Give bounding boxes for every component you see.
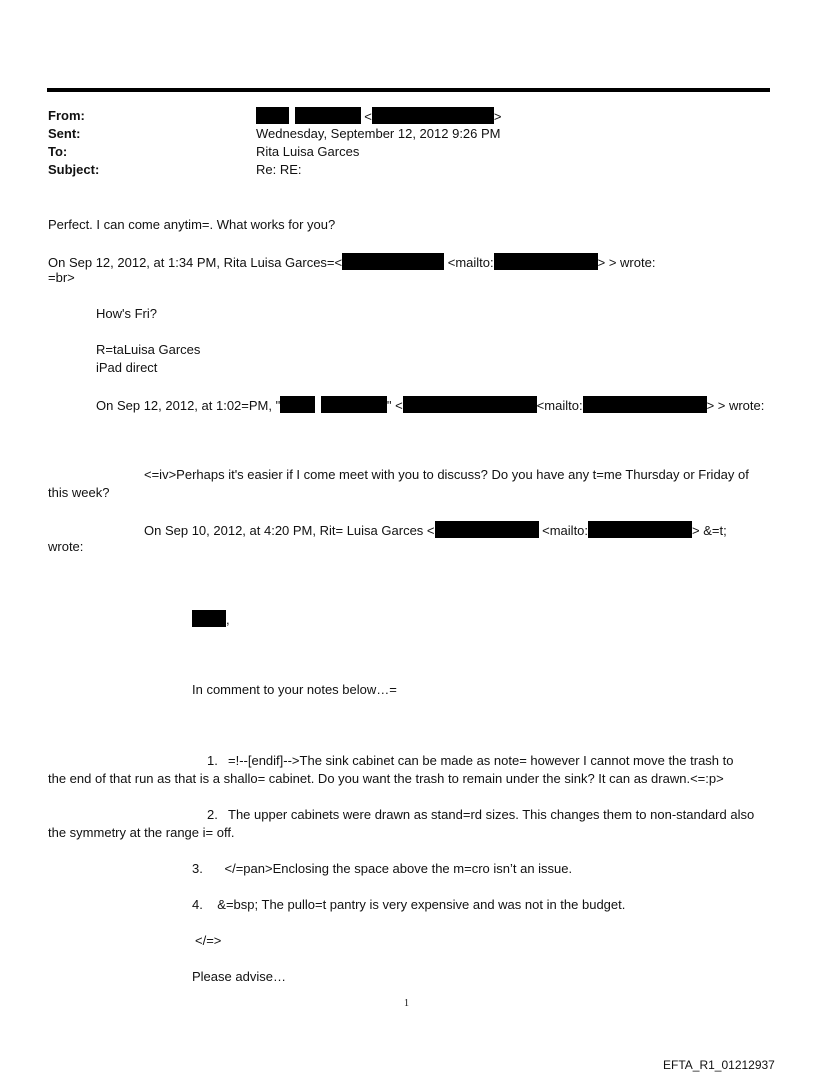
quote3-text-c: > &=t; [692, 523, 727, 538]
item-1-number: 1. [207, 753, 218, 768]
br-tag: =br> [48, 270, 75, 285]
item-3: 3. </=pan>Enclosing the space above the m=cro isn’t an issue. [192, 861, 573, 876]
redaction [321, 396, 387, 413]
hows-fri: How's Fri? [96, 306, 157, 321]
sent-value: Wednesday, September 12, 2012 9:26 PM [256, 126, 501, 141]
from-lt: < [364, 109, 372, 124]
quote1-text-a: On Sep 12, 2012, at 1:34 PM, Rita Luisa Garces=< [48, 255, 343, 270]
item-2-number: 2. [207, 807, 218, 822]
redaction [192, 610, 226, 627]
close-tag: </=> [195, 933, 222, 948]
redaction [403, 396, 537, 413]
document-id: EFTA_R1_01212937 [663, 1058, 775, 1072]
item-2-line-b: the symmetry at the range i= off. [48, 825, 235, 840]
from-gt: > [493, 109, 502, 124]
quote-header-1 [48, 253, 655, 271]
to-value: Rita Luisa Garces [256, 144, 360, 159]
salutation [192, 610, 230, 628]
quote2-text-c: <mailto: [536, 398, 583, 413]
quote3-text-b: <mailto: [542, 523, 589, 538]
redaction [588, 521, 692, 538]
quote3-wrote: wrote: [48, 539, 84, 554]
from-label: From: [48, 108, 85, 123]
redaction [280, 396, 315, 413]
from-value [256, 107, 501, 125]
redaction [342, 253, 444, 270]
quote2-text-a: On Sep 12, 2012, at 1:02=PM, " [96, 398, 281, 413]
quote2-text-b: " < [386, 398, 403, 413]
please-advise: Please advise… [192, 969, 286, 984]
redaction [256, 107, 289, 124]
in-comment: In comment to your notes below…= [192, 682, 397, 697]
body-line-1: Perfect. I can come anytim=. What works for you? [48, 217, 336, 232]
item-1-line-b: the end of that run as that is a shallo= cabinet. Do you want the trash to remain under the sink? It can as drawn.<=:p> [48, 771, 724, 786]
redaction [295, 107, 361, 124]
redaction [583, 396, 707, 413]
quote1-text-c: > > wrote: [597, 255, 656, 270]
redaction [435, 521, 539, 538]
salutation-comma: , [226, 612, 230, 627]
subject-label: Subject: [48, 162, 100, 177]
to-label: To: [48, 144, 68, 159]
perhaps-line-2: this week? [48, 485, 110, 500]
item-2-line-a: The upper cabinets were drawn as stand=rd sizes. This changes them to non-standard also [228, 807, 755, 822]
quote2-text-d: > > wrote: [706, 398, 765, 413]
subject-value: Re: RE: [256, 162, 302, 177]
quote1-text-b: <mailto: [447, 255, 494, 270]
signature-device: iPad direct [96, 360, 158, 375]
quote-header-3 [144, 521, 727, 539]
signature-name: R=taLuisa Garces [96, 342, 201, 357]
quote3-text-a: On Sep 10, 2012, at 4:20 PM, Rit= Luisa Garces < [144, 523, 435, 538]
sent-label: Sent: [48, 126, 81, 141]
header-rule [47, 88, 770, 92]
redaction [494, 253, 598, 270]
item-1-line-a: =!--[endif]-->The sink cabinet can be made as note= however I cannot move the trash to [228, 753, 734, 768]
redaction [372, 107, 494, 124]
item-4: 4. &=bsp; The pullo=t pantry is very expensive and was not in the budget. [192, 897, 626, 912]
page-number: 1 [404, 998, 409, 1009]
perhaps-line-1: <=iv>Perhaps it's easier if I come meet with you to discuss? Do you have any t=me Thursday or Friday of [144, 467, 749, 482]
quote-header-2 [96, 396, 764, 414]
